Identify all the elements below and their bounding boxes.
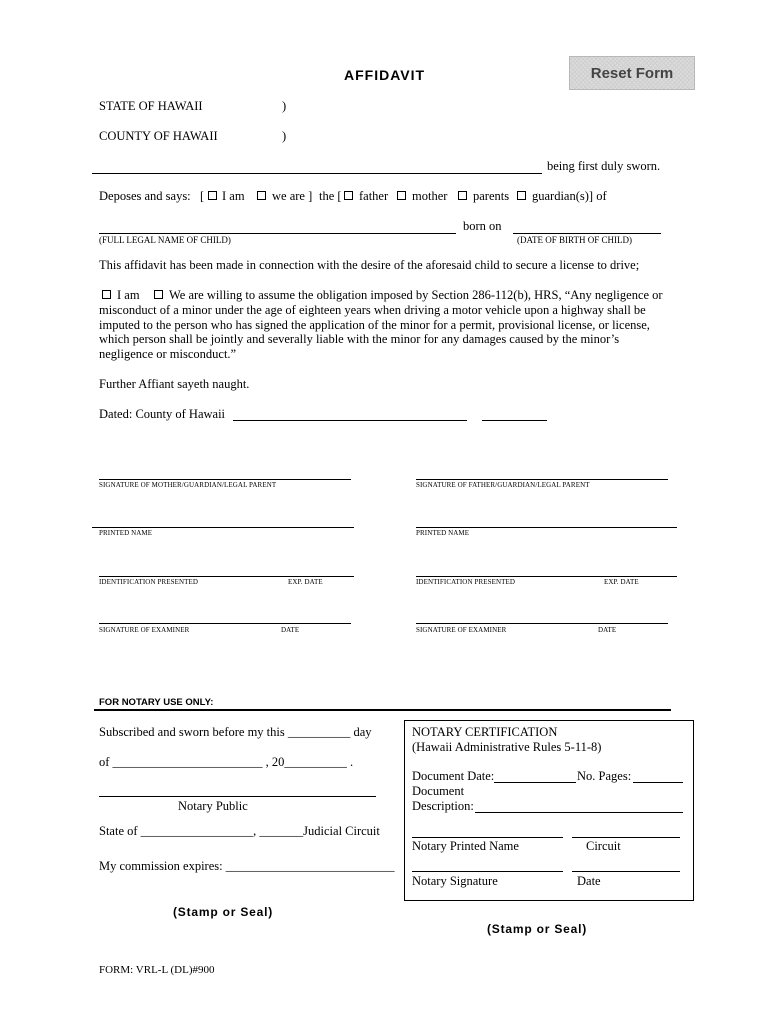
examiner-signature-right-caption: SIGNATURE OF EXAMINER bbox=[416, 626, 507, 634]
notary-date-label: Date bbox=[577, 874, 601, 888]
notary-header: FOR NOTARY USE ONLY: bbox=[99, 697, 214, 708]
obligation-i-am-label: I am bbox=[117, 288, 140, 302]
connection-text: This affidavit has been made in connection with the desire of the aforesaid child to secure a license to drive; bbox=[99, 258, 640, 272]
notary-printed-name-label: Notary Printed Name bbox=[412, 839, 519, 853]
state-paren: ) bbox=[282, 99, 287, 113]
father-signature-caption: SIGNATURE OF FATHER/GUARDIAN/LEGAL PARENT bbox=[416, 481, 590, 489]
no-pages-field[interactable] bbox=[633, 782, 683, 783]
mother-printed-name-field[interactable] bbox=[92, 527, 354, 528]
dated-year-field[interactable] bbox=[482, 420, 547, 421]
bracket-open: [ bbox=[200, 189, 205, 203]
affiant-name-field[interactable] bbox=[92, 173, 542, 174]
form-number: FORM: VRL-L (DL)#900 bbox=[99, 964, 215, 976]
sworn-text: being first duly sworn. bbox=[547, 159, 661, 173]
document-label: Document bbox=[412, 784, 465, 798]
commission-expires-line: My commission expires: ___________________________ bbox=[99, 859, 395, 873]
state-of-line: State of __________________, _______Judicial Circuit bbox=[99, 824, 380, 838]
father-signature-field[interactable] bbox=[416, 479, 668, 480]
notary-divider bbox=[94, 709, 671, 711]
guardians-label: guardian(s)] of bbox=[532, 189, 607, 203]
document-title: AFFIDAVIT bbox=[344, 67, 426, 83]
examiner-date-left-caption: DATE bbox=[281, 626, 300, 634]
certification-rules: (Hawaii Administrative Rules 5-11-8) bbox=[412, 740, 602, 754]
child-name-field[interactable] bbox=[99, 233, 456, 234]
county-label: COUNTY OF HAWAII bbox=[99, 129, 218, 143]
examiner-signature-right-field[interactable] bbox=[416, 623, 668, 624]
stamp-or-seal-left: (Stamp or Seal) bbox=[173, 905, 274, 919]
father-id-field[interactable] bbox=[416, 576, 677, 577]
no-pages-label: No. Pages: bbox=[577, 769, 632, 783]
the-label: the [ bbox=[319, 189, 342, 203]
circuit-label: Circuit bbox=[586, 839, 621, 853]
child-dob-field[interactable] bbox=[513, 233, 661, 234]
i-am-label: I am bbox=[222, 189, 245, 203]
description-label: Description: bbox=[412, 799, 474, 813]
of-year-line: of ________________________ , 20__________ . bbox=[99, 755, 354, 769]
examiner-signature-left-field[interactable] bbox=[99, 623, 351, 624]
notary-signature-field[interactable] bbox=[412, 871, 563, 872]
document-date-field[interactable] bbox=[494, 782, 576, 783]
mother-exp-caption: EXP. DATE bbox=[288, 578, 323, 586]
description-field[interactable] bbox=[475, 812, 683, 813]
we-are-checkbox[interactable] bbox=[257, 191, 266, 200]
obligation-i-am-checkbox[interactable] bbox=[102, 290, 111, 299]
born-on-label: born on bbox=[463, 219, 502, 233]
reset-form-button[interactable]: Reset Form bbox=[569, 56, 695, 90]
mother-printed-name-caption: PRINTED NAME bbox=[99, 529, 153, 537]
notary-public-signature-field[interactable] bbox=[99, 796, 376, 797]
i-am-checkbox[interactable] bbox=[208, 191, 217, 200]
dated-label: Dated: County of Hawaii bbox=[99, 407, 226, 421]
deposes-label: Deposes and says: bbox=[99, 189, 191, 203]
father-exp-caption: EXP. DATE bbox=[604, 578, 639, 586]
examiner-signature-left-caption: SIGNATURE OF EXAMINER bbox=[99, 626, 190, 634]
father-printed-name-caption: PRINTED NAME bbox=[416, 529, 470, 537]
mother-signature-field[interactable] bbox=[99, 479, 351, 480]
mother-checkbox[interactable] bbox=[397, 191, 406, 200]
father-label: father bbox=[359, 189, 389, 203]
notary-signature-label: Notary Signature bbox=[412, 874, 498, 888]
father-checkbox[interactable] bbox=[344, 191, 353, 200]
mother-label: mother bbox=[412, 189, 448, 203]
child-name-caption: (FULL LEGAL NAME OF CHILD) bbox=[99, 235, 231, 245]
father-printed-name-field[interactable] bbox=[416, 527, 677, 528]
mother-signature-caption: SIGNATURE OF MOTHER/GUARDIAN/LEGAL PARENT bbox=[99, 481, 277, 489]
further-affiant: Further Affiant sayeth naught. bbox=[99, 377, 250, 391]
parents-checkbox[interactable] bbox=[458, 191, 467, 200]
mother-id-field[interactable] bbox=[99, 576, 354, 577]
parents-label: parents bbox=[473, 189, 510, 203]
circuit-field[interactable] bbox=[572, 837, 680, 838]
notary-signature-date-field[interactable] bbox=[572, 871, 680, 872]
certification-title: NOTARY CERTIFICATION bbox=[412, 725, 558, 739]
obligation-text-rest: misconduct of a minor under the age of eighteen years when driving a motor vehicle upon a highway shall be imputed to the person who has signed the application of the minor for a permit, provisional license, or license, which person shall be jointly and severally liable with the minor for any damages caused by the minor’s negligence or misconduct.” bbox=[99, 303, 650, 361]
obligation-text-first: We are willing to assume the obligation imposed by Section 286-112(b), HRS, “Any negligence or bbox=[169, 288, 663, 302]
examiner-date-right-caption: DATE bbox=[598, 626, 617, 634]
mother-id-caption: IDENTIFICATION PRESENTED bbox=[99, 578, 199, 586]
dated-field[interactable] bbox=[233, 420, 467, 421]
obligation-we-are-checkbox[interactable] bbox=[154, 290, 163, 299]
guardians-checkbox[interactable] bbox=[517, 191, 526, 200]
notary-public-label: Notary Public bbox=[178, 799, 248, 813]
we-are-label: we are ] bbox=[272, 189, 313, 203]
state-label: STATE OF HAWAII bbox=[99, 99, 203, 113]
document-date-label: Document Date: bbox=[412, 769, 495, 783]
father-id-caption: IDENTIFICATION PRESENTED bbox=[416, 578, 516, 586]
subscribed-line: Subscribed and sworn before my this __________ day bbox=[99, 725, 372, 739]
county-paren: ) bbox=[282, 129, 287, 143]
stamp-or-seal-right: (Stamp or Seal) bbox=[487, 922, 588, 936]
notary-printed-name-field[interactable] bbox=[412, 837, 563, 838]
child-dob-caption: (DATE OF BIRTH OF CHILD) bbox=[517, 235, 632, 245]
